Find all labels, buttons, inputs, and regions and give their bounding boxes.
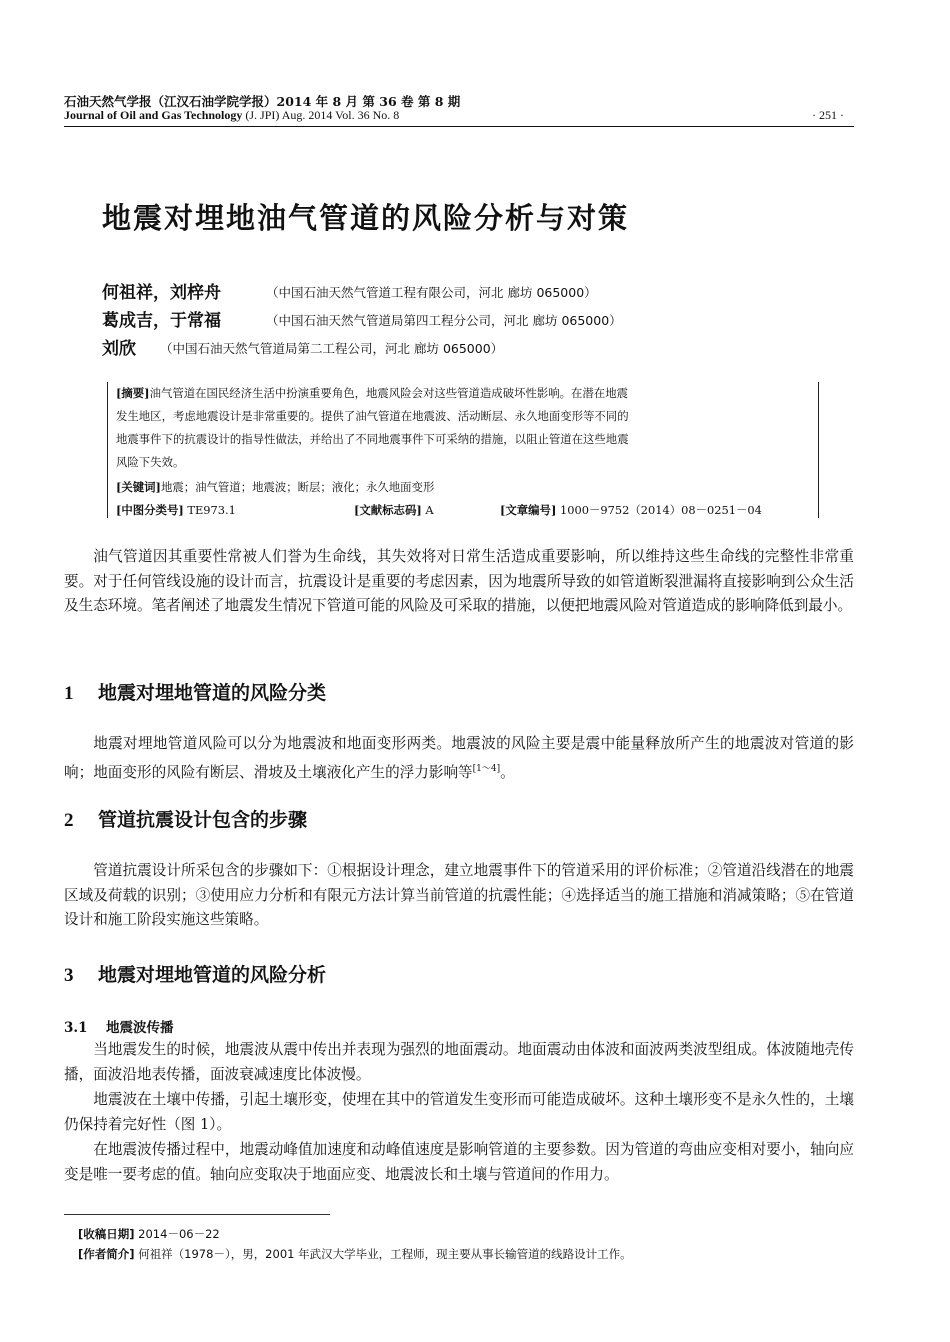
author-bio-label: [作者简介] bbox=[78, 1247, 135, 1261]
page-number: · 251 · bbox=[812, 108, 844, 122]
abstract-line-3: 地震事件下的抗震设计的指导性做法，并给出了不同地震事件下可采纳的措施，以阻止管道在这些地震 bbox=[116, 432, 629, 446]
section-1-heading bbox=[64, 678, 326, 705]
journal-issue-en: (J. JPI) Aug. 2014 Vol. 36 No. 8 bbox=[245, 108, 400, 122]
author-names-3: 刘欣 bbox=[102, 339, 136, 359]
subsection-title: 地震波传播 bbox=[106, 1020, 174, 1036]
journal-title-cn: 石油天然气学报（江汉石油学院学报）2014 年 8 月 第 36 卷 第 8 期 bbox=[64, 94, 461, 109]
author-bio-text: 何祖祥（1978－），男，2001 年武汉大学毕业，工程师，现主要从事长输管道的线路设计工作。 bbox=[138, 1247, 632, 1261]
abstract-line-4: 风险下失效。 bbox=[116, 455, 185, 469]
section-2-paragraph: 管道抗震设计所采包含的步骤如下：①根据设计理念，建立地震事件下的管道采用的评价标准；②管道沿线潜在的地震区域及荷载的识别；③使用应力分析和有限元方法计算当前管道的抗震性能；④选择适当的施工措施和消减策略；⑤在管道设计和施工阶段实施这些策略。 bbox=[64, 862, 854, 928]
clc-label: [中图分类号] bbox=[116, 503, 184, 517]
author-names-2: 葛成吉，于常福 bbox=[102, 311, 221, 331]
abstract-label: [摘要] bbox=[116, 386, 150, 400]
footnote-rule bbox=[64, 1214, 330, 1215]
paper-title: 地震对埋地油气管道的风险分析与对策 bbox=[102, 201, 630, 235]
intro-paragraph: 油气管道因其重要性常被人们誉为生命线，其失效将对日常生活造成重要影响，所以维持这些生命线的完整性非常重要。对于任何管线设施的设计而言，抗震设计是重要的考虑因素，因为地震所导致的如管道断裂泄漏将直接影响到公众生活及生态环境。笔者阐述了地震发生情况下管道可能的风险及可采取的措施，以便把地震风险对管道造成的影响降低到最小。 bbox=[64, 548, 854, 614]
citation: [1～4] bbox=[472, 763, 501, 774]
article-number-label: [文章编号] bbox=[500, 503, 557, 517]
doc-code-line bbox=[354, 502, 434, 518]
doc-code-label: [文献标志码] bbox=[354, 503, 422, 517]
section-1-paragraph: 地震对埋地管道风险可以分为地震波和地面变形两类。地震波的风险主要是震中能量释放所产生的地震波对管道的影响；地面变形的风险有断层、滑坡及土壤液化产生的浮力影响等[1～4]。 bbox=[64, 735, 854, 781]
received-label: [收稿日期] bbox=[78, 1227, 135, 1241]
received-value: 2014－06－22 bbox=[138, 1227, 220, 1241]
keywords-line bbox=[116, 479, 434, 495]
author-affiliation-3: （中国石油天然气管道局第二工程公司，河北 廊坊 065000） bbox=[160, 341, 504, 356]
section-title: 地震对埋地管道的风险分析 bbox=[98, 964, 327, 986]
section-2-heading bbox=[64, 805, 307, 832]
keywords: 地震；油气管道；地震波；断层；液化；永久地面变形 bbox=[160, 480, 435, 494]
journal-title-en bbox=[64, 108, 399, 123]
author-names-1: 何祖祥，刘梓舟 bbox=[102, 283, 221, 303]
author-bio bbox=[78, 1246, 632, 1262]
subsection-paragraph-3: 在地震波传播过程中，地震动峰值加速度和动峰值速度是影响管道的主要参数。因为管道的弯曲应变相对要小，轴向应变是唯一要考虑的值。轴向应变取决于地面应变、地震波长和土壤与管道间的作用力。 bbox=[64, 1141, 854, 1183]
header-rule bbox=[64, 126, 854, 127]
author-affiliation-2: （中国石油天然气管道局第四工程分公司，河北 廊坊 065000） bbox=[266, 313, 622, 328]
subsection-paragraph-2: 地震波在土壤中传播，引起土壤形变，使埋在其中的管道发生变形而可能造成破坏。这种土壤形变不是永久性的，土壤仍保持着完好性（图 1）。 bbox=[64, 1091, 854, 1133]
article-number: 1000－9752（2014）08－0251－04 bbox=[559, 503, 762, 517]
author-affiliation-1: （中国石油天然气管道工程有限公司，河北 廊坊 065000） bbox=[266, 285, 597, 300]
section-title: 地震对埋地管道的风险分类 bbox=[98, 682, 327, 704]
section-3-heading bbox=[64, 960, 326, 987]
section-number: 2 bbox=[64, 810, 74, 831]
section-title: 管道抗震设计包含的步骤 bbox=[98, 809, 308, 831]
keywords-label: [关键词] bbox=[116, 480, 161, 494]
section-number: 3 bbox=[64, 965, 74, 986]
received-date bbox=[78, 1226, 220, 1242]
subsection-number: 3.1 bbox=[64, 1020, 88, 1036]
subsection-3-1-heading bbox=[64, 1016, 174, 1036]
article-number-line bbox=[500, 502, 762, 518]
abstract-box bbox=[107, 382, 819, 518]
section-number: 1 bbox=[64, 683, 74, 704]
journal-name-en: Journal of Oil and Gas Technology bbox=[64, 108, 243, 122]
subsection-paragraph-1: 当地震发生的时候，地震波从震中传出并表现为强烈的地面震动。地面震动由体波和面波两类波型组成。体波随地壳传播，面波沿地表传播，面波衰减速度比体波慢。 bbox=[64, 1041, 854, 1083]
clc-code: TE973.1 bbox=[187, 503, 236, 517]
abstract-line-1: [摘要]油气管道在国民经济生活中扮演重要角色，地震风险会对这些管道造成破坏性影响。在潜在地震 bbox=[116, 386, 628, 400]
clc-line bbox=[116, 502, 236, 518]
abstract-line-2: 发生地区，考虑地震设计是非常重要的。提供了油气管道在地震波、活动断层、永久地面变形等不同的 bbox=[116, 409, 629, 423]
doc-code: A bbox=[425, 503, 434, 517]
